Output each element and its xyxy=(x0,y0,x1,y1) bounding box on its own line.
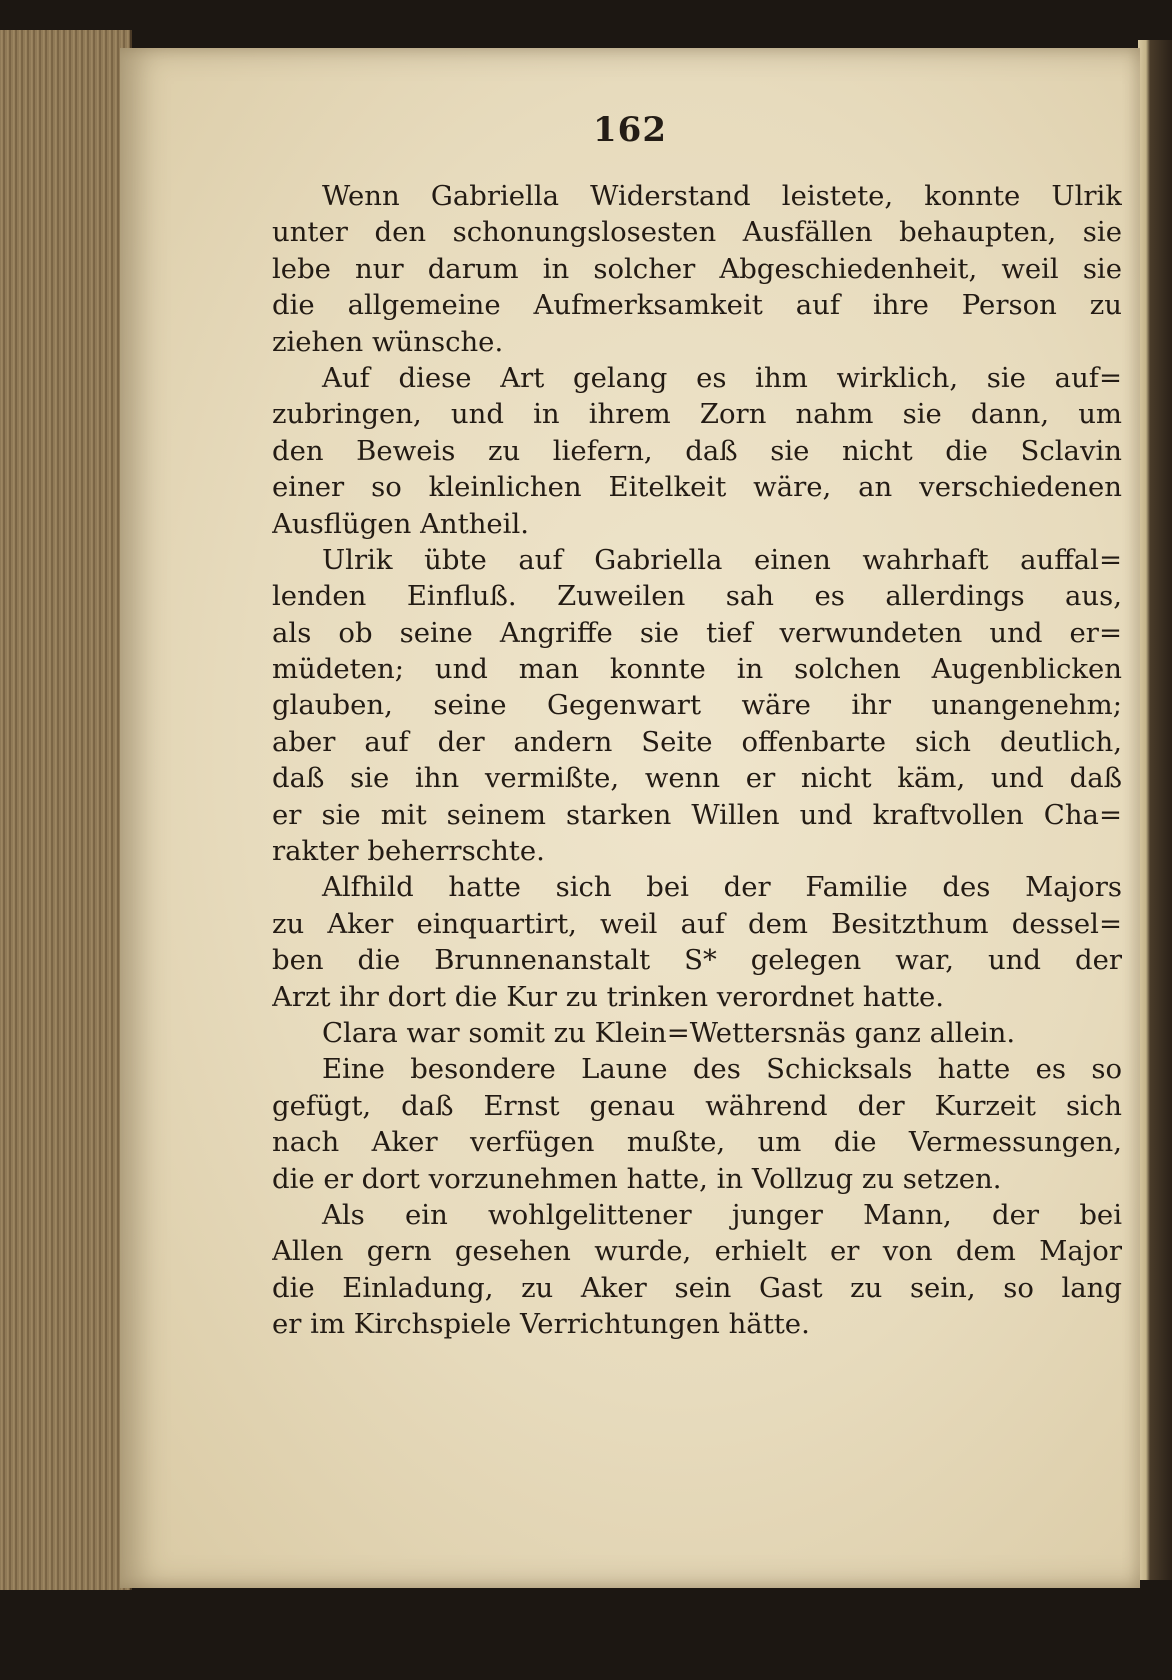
text-line: ziehen wünsche. xyxy=(272,325,504,358)
text-line: die er dort vorzunehmen hatte, in Vollzug zu setzen. xyxy=(272,1162,1002,1195)
text-line: er sie mit seinem starken Willen und kraftvollen Cha= xyxy=(272,798,1122,831)
text-line: Eine besondere Laune des Schicksals hatte es so xyxy=(322,1053,1122,1086)
text-line: Allen gern gesehen wurde, erhielt er von dem Major xyxy=(272,1235,1122,1268)
text-line: glauben, seine Gegenwart wäre ihr unangenehm; xyxy=(272,689,1122,722)
text-line: ben die Brunnenanstalt S* gelegen war, und der xyxy=(272,944,1122,977)
text-line: als ob seine Angriffe sie tief verwundeten und er= xyxy=(272,616,1122,649)
text-line: rakter beherrschte. xyxy=(272,835,545,868)
text-line: Alfhild hatte sich bei der Familie des Majors xyxy=(322,871,1122,904)
text-line: gefügt, daß Ernst genau während der Kurzeit sich xyxy=(272,1089,1122,1122)
text-line: die allgemeine Aufmerksamkeit auf ihre Person zu xyxy=(272,289,1122,322)
text-line: die Einladung, zu Aker sein Gast zu sein, so lang xyxy=(272,1271,1122,1304)
page-body xyxy=(272,178,1122,1343)
text-line: daß sie ihn vermißte, wenn er nicht käm, und daß xyxy=(272,762,1122,795)
text-line: nach Aker verfügen mußte, um die Vermessungen, xyxy=(272,1126,1122,1159)
text-line: Auf diese Art gelang es ihm wirklich, sie auf= xyxy=(322,361,1122,394)
binding-edge xyxy=(1138,40,1172,1580)
book-page xyxy=(120,48,1140,1588)
text-line: Wenn Gabriella Widerstand leistete, konnte Ulrik xyxy=(322,180,1122,212)
text-line: Clara war somit zu Klein=Wettersnäs ganz allein. xyxy=(322,1016,1016,1049)
text-line: zubringen, und in ihrem Zorn nahm sie dann, um xyxy=(272,398,1122,431)
page-edges xyxy=(0,30,132,1590)
text-line: Als ein wohlgelittener junger Mann, der bei xyxy=(322,1198,1122,1231)
page-number: 162 xyxy=(593,110,667,150)
text-line: lenden Einfluß. Zuweilen sah es allerdings aus, xyxy=(272,580,1122,613)
text-line: unter den schonungslosesten Ausfällen behaupten, sie xyxy=(272,216,1122,249)
text-line: zu Aker einquartirt, weil auf dem Besitzthum dessel= xyxy=(272,907,1122,940)
text-line: aber auf der andern Seite offenbarte sich deutlich, xyxy=(272,725,1122,758)
text-line: lebe nur darum in solcher Abgeschiedenheit, weil sie xyxy=(272,252,1122,285)
text-line: müdeten; und man konnte in solchen Augenblicken xyxy=(272,653,1122,686)
text-line: er im Kirchspiele Verrichtungen hätte. xyxy=(272,1308,810,1341)
text-line: Arzt ihr dort die Kur zu trinken verordnet hatte. xyxy=(272,980,945,1013)
text-line: Ulrik übte auf Gabriella einen wahrhaft auffal= xyxy=(322,543,1122,576)
text-line: den Beweis zu liefern, daß sie nicht die Sclavin xyxy=(272,434,1122,467)
text-line: Ausflügen Antheil. xyxy=(272,507,530,540)
text-line: einer so kleinlichen Eitelkeit wäre, an verschiedenen xyxy=(272,471,1122,504)
